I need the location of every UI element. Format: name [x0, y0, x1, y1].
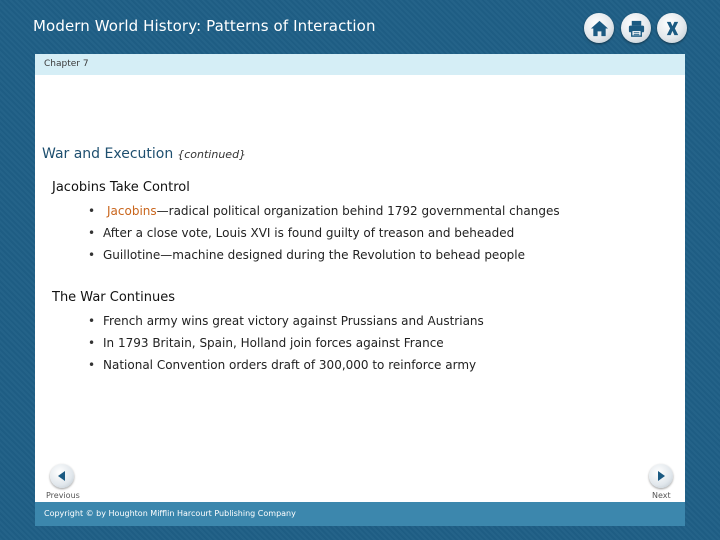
chapter-label: Chapter 7: [44, 59, 89, 69]
app-title: Modern World History: Patterns of Interaction: [33, 17, 376, 35]
key-term: Jacobins: [107, 204, 157, 218]
list-item: [103, 222, 560, 244]
list-item: [103, 332, 484, 354]
list-item-text: National Convention orders draft of 300,000 to reinforce army: [103, 358, 477, 372]
close-button[interactable]: [657, 13, 687, 43]
slide-title-suffix: {continued}: [177, 148, 247, 161]
next-button[interactable]: [649, 464, 673, 488]
list-item-text: —radical political organization behind 1792 governmental changes: [156, 204, 560, 218]
print-button[interactable]: [621, 13, 651, 43]
chapter-bar: [35, 54, 685, 75]
slide-panel: [35, 54, 685, 502]
footer-bar: [35, 502, 685, 526]
previous-label[interactable]: Previous: [46, 491, 80, 500]
home-icon: [590, 19, 609, 38]
slide-title-text: War and Execution: [42, 146, 174, 162]
copyright-text: Copyright © by Houghton Mifflin Harcourt Publishing Company: [44, 509, 296, 518]
list-item: [103, 310, 484, 332]
list-item-text: French army wins great victory against Prussians and Austrians: [103, 314, 484, 328]
list-item: [103, 354, 484, 376]
next-label[interactable]: Next: [652, 491, 671, 500]
list-item-text: In 1793 Britain, Spain, Holland join forces against France: [103, 336, 444, 350]
previous-button[interactable]: [50, 464, 74, 488]
print-icon: [627, 19, 646, 38]
section-heading-jacobins: Jacobins Take Control: [52, 180, 190, 195]
list-item-text: After a close vote, Louis XVI is found guilty of treason and beheaded: [103, 226, 515, 240]
section-heading-war: The War Continues: [52, 290, 176, 305]
list-item: [103, 200, 560, 222]
bullet-list-jacobins: [103, 200, 560, 266]
home-button[interactable]: [584, 13, 614, 43]
slide-title: [42, 146, 246, 162]
arrow-right-icon: [654, 469, 668, 483]
list-item: [103, 244, 560, 266]
close-icon: [663, 19, 682, 38]
bullet-list-war: [103, 310, 484, 376]
list-item-text: Guillotine—machine designed during the Revolution to behead people: [103, 248, 525, 262]
arrow-left-icon: [55, 469, 69, 483]
